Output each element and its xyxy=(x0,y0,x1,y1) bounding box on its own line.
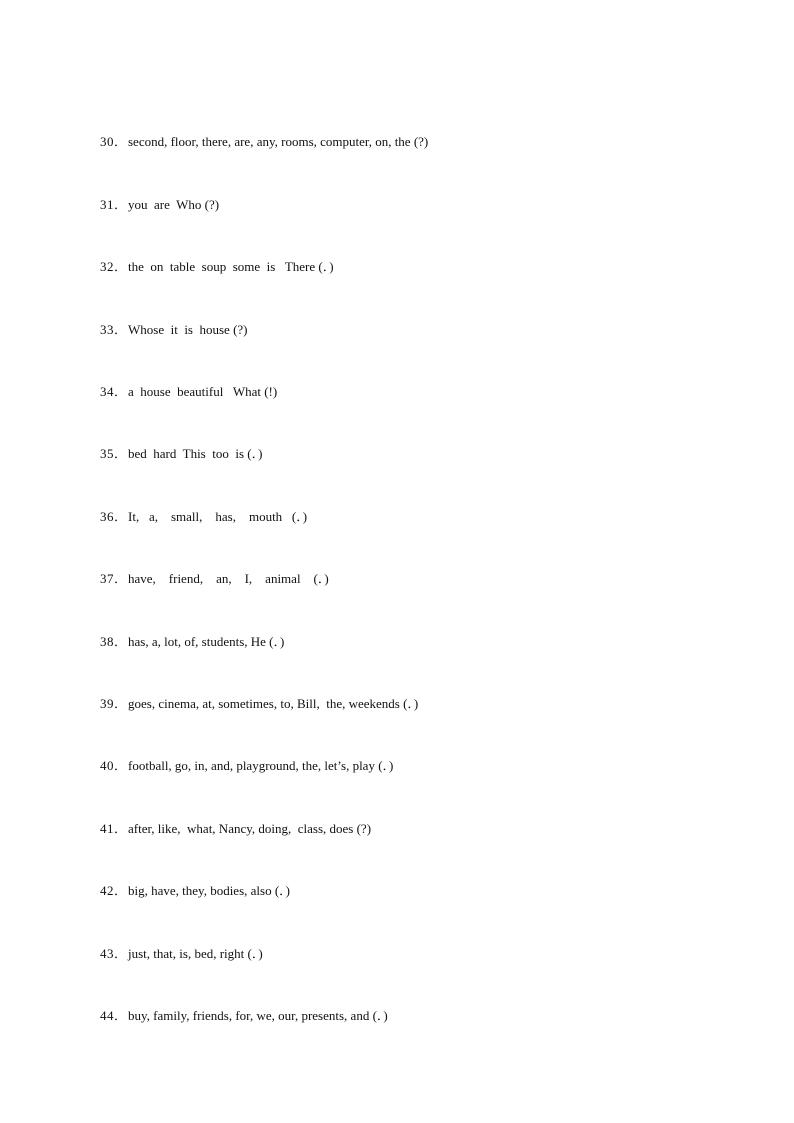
question-32 xyxy=(87,237,334,274)
question-39 xyxy=(87,674,419,711)
question-35 xyxy=(87,424,263,461)
question-number: 37． xyxy=(100,571,128,586)
question-text: have, friend, an, I, animal (．) xyxy=(128,571,329,586)
question-44 xyxy=(87,986,388,1023)
question-36 xyxy=(87,487,308,524)
question-number: 32． xyxy=(100,259,128,274)
question-number: 33． xyxy=(100,322,128,337)
question-text: buy, family, friends, for, we, our, presents, and (．) xyxy=(128,1008,388,1023)
question-number: 39． xyxy=(100,696,128,711)
question-number: 36． xyxy=(100,509,128,524)
question-text: bed hard This too is (．) xyxy=(128,446,263,461)
question-42 xyxy=(87,861,290,898)
question-text: a house beautiful What (!) xyxy=(128,384,278,399)
question-number: 43． xyxy=(100,946,128,961)
question-number: 40． xyxy=(100,758,128,773)
question-number: 31． xyxy=(100,197,128,212)
question-41 xyxy=(87,799,372,836)
question-text: has, a, lot, of, students, He (．) xyxy=(128,634,285,649)
question-text: football, go, in, and, playground, the, let’s, play (．) xyxy=(128,758,394,773)
question-33 xyxy=(87,300,248,337)
question-text: you are Who (?) xyxy=(128,197,220,212)
question-text: big, have, they, bodies, also (．) xyxy=(128,883,290,898)
question-number: 38． xyxy=(100,634,128,649)
question-text: It, a, small, has, mouth (．) xyxy=(128,509,308,524)
question-31 xyxy=(87,175,220,212)
question-38 xyxy=(87,612,285,649)
question-number: 30． xyxy=(100,134,128,149)
question-40 xyxy=(87,736,394,773)
question-text: after, like, what, Nancy, doing, class, does (?) xyxy=(128,821,372,836)
question-text: the on table soup some is There (．) xyxy=(128,259,334,274)
question-37 xyxy=(87,549,329,586)
question-text: just, that, is, bed, right (．) xyxy=(128,946,263,961)
question-number: 34． xyxy=(100,384,128,399)
question-43 xyxy=(87,924,263,961)
question-text: goes, cinema, at, sometimes, to, Bill, the, weekends (．) xyxy=(128,696,419,711)
question-number: 44． xyxy=(100,1008,128,1023)
question-number: 41． xyxy=(100,821,128,836)
question-text: Whose it is house (?) xyxy=(128,322,248,337)
question-number: 35． xyxy=(100,446,128,461)
question-34 xyxy=(87,362,278,399)
question-number: 42． xyxy=(100,883,128,898)
question-text: second, floor, there, are, any, rooms, computer, on, the (?) xyxy=(128,134,429,149)
question-30 xyxy=(87,112,429,149)
